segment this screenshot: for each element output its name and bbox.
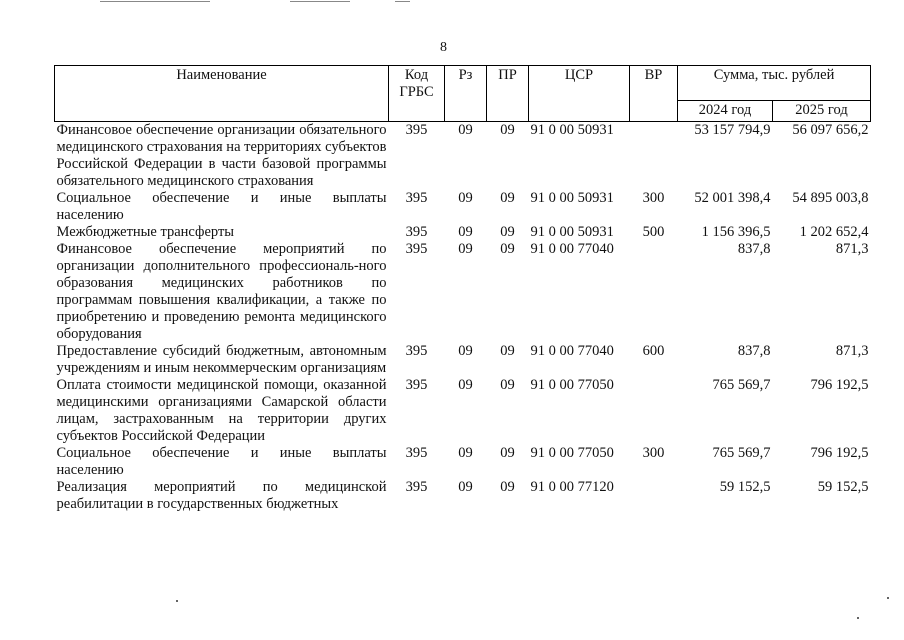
row-csr: 91 0 00 77120 — [530, 479, 614, 495]
header-name: Наименование — [55, 66, 389, 122]
row-code-grbs: 395 — [405, 190, 428, 206]
table-header — [55, 66, 871, 122]
scan-top-edge-marks — [0, 0, 904, 4]
table-row — [55, 479, 871, 513]
row-name: Социальное обеспечение и иные выплаты населению — [56, 190, 387, 223]
header-pr: ПР — [487, 66, 529, 122]
row-csr: 91 0 00 77040 — [530, 343, 614, 359]
row-sum-2024: 765 569,7 — [712, 377, 771, 393]
row-sum-2025: 59 152,5 — [817, 479, 869, 495]
row-code-grbs: 395 — [405, 445, 428, 461]
row-sum-2025: 871,3 — [835, 343, 869, 359]
row-code-grbs: 395 — [405, 479, 428, 495]
row-rz: 09 — [458, 190, 473, 206]
row-pr: 09 — [500, 122, 515, 138]
row-csr: 91 0 00 77050 — [530, 377, 614, 393]
table-body — [55, 122, 871, 514]
row-vr — [630, 122, 678, 191]
row-sum-2024: 765 569,7 — [712, 445, 771, 461]
row-vr: 300 — [642, 445, 665, 461]
header-csr: ЦСР — [529, 66, 630, 122]
table-row — [55, 241, 871, 343]
header-year-2025: 2025 год — [773, 101, 871, 122]
row-name: Оплата стоимости медицинской помощи, оказанной медицинскими организациями Самарской области лицам, застрахованным на территории других субъектов Российской Федерации — [56, 377, 387, 444]
row-rz: 09 — [458, 343, 473, 359]
row-code-grbs: 395 — [405, 343, 428, 359]
row-pr: 09 — [500, 479, 515, 495]
row-name: Финансовое обеспечение организации обязательного медицинского страхования на территориях субъектов Российской Федерации в части базовой программы обязательного медицинского страхования — [56, 122, 387, 189]
table-row — [55, 445, 871, 479]
header-vr: ВР — [630, 66, 678, 122]
row-pr: 09 — [500, 241, 515, 257]
header-sum: Сумма, тыс. рублей — [678, 66, 871, 101]
row-sum-2025: 871,3 — [835, 241, 869, 257]
row-vr — [630, 479, 678, 513]
header-year-2024: 2024 год — [678, 101, 773, 122]
row-sum-2024: 1 156 396,5 — [701, 224, 771, 240]
row-code-grbs: 395 — [405, 241, 428, 257]
row-name: Социальное обеспечение и иные выплаты населению — [56, 445, 387, 478]
row-sum-2024: 59 152,5 — [719, 479, 771, 495]
row-pr: 09 — [500, 343, 515, 359]
row-csr: 91 0 00 77050 — [530, 445, 614, 461]
row-csr: 91 0 00 50931 — [530, 190, 614, 206]
table-row — [55, 377, 871, 445]
row-vr: 300 — [642, 190, 665, 206]
row-csr: 91 0 00 77040 — [530, 241, 614, 257]
page-number: 8 — [440, 40, 447, 55]
row-rz: 09 — [458, 479, 473, 495]
row-vr — [630, 377, 678, 445]
row-csr: 91 0 00 50931 — [530, 122, 614, 138]
row-rz: 09 — [458, 377, 473, 393]
row-pr: 09 — [500, 445, 515, 461]
table-row — [55, 190, 871, 224]
header-code-grbs: Код ГРБС — [389, 66, 445, 122]
row-pr: 09 — [500, 224, 515, 240]
row-sum-2024: 53 157 794,9 — [694, 122, 771, 138]
row-rz: 09 — [458, 241, 473, 257]
budget-allocation-table — [54, 65, 871, 513]
row-vr: 600 — [642, 343, 665, 359]
row-code-grbs: 395 — [405, 224, 428, 240]
row-code-grbs: 395 — [405, 122, 428, 138]
row-pr: 09 — [500, 377, 515, 393]
row-sum-2025: 56 097 656,2 — [792, 122, 869, 138]
row-sum-2025: 796 192,5 — [810, 377, 869, 393]
row-rz: 09 — [458, 122, 473, 138]
row-pr: 09 — [500, 190, 515, 206]
table-row — [55, 224, 871, 241]
row-sum-2024: 52 001 398,4 — [694, 190, 771, 206]
row-sum-2024: 837,8 — [737, 343, 771, 359]
budget-table-sheet — [54, 65, 870, 513]
row-vr: 500 — [642, 224, 665, 240]
row-csr: 91 0 00 50931 — [530, 224, 614, 240]
row-name: Финансовое обеспечение мероприятий по организации дополнительного профессиональ-ного образования медицинских работников по программам повышения квалификации, а также по приобретению и проведению ремонта медицинского оборудования — [56, 241, 387, 342]
row-code-grbs: 395 — [405, 377, 428, 393]
row-sum-2025: 1 202 652,4 — [799, 224, 869, 240]
row-sum-2025: 54 895 003,8 — [792, 190, 869, 206]
header-rz: Рз — [445, 66, 487, 122]
row-rz: 09 — [458, 445, 473, 461]
row-sum-2025: 796 192,5 — [810, 445, 869, 461]
row-sum-2024: 837,8 — [737, 241, 771, 257]
row-name: Реализация мероприятий по медицинской реабилитации в государственных бюджетных — [56, 479, 387, 512]
table-row — [55, 343, 871, 377]
table-row — [55, 122, 871, 191]
row-name: Предоставление субсидий бюджетным, автономным учреждениям и иным некоммерческим организациям — [56, 343, 387, 376]
row-name: Межбюджетные трансферты — [56, 224, 235, 240]
row-vr — [630, 241, 678, 343]
row-rz: 09 — [458, 224, 473, 240]
